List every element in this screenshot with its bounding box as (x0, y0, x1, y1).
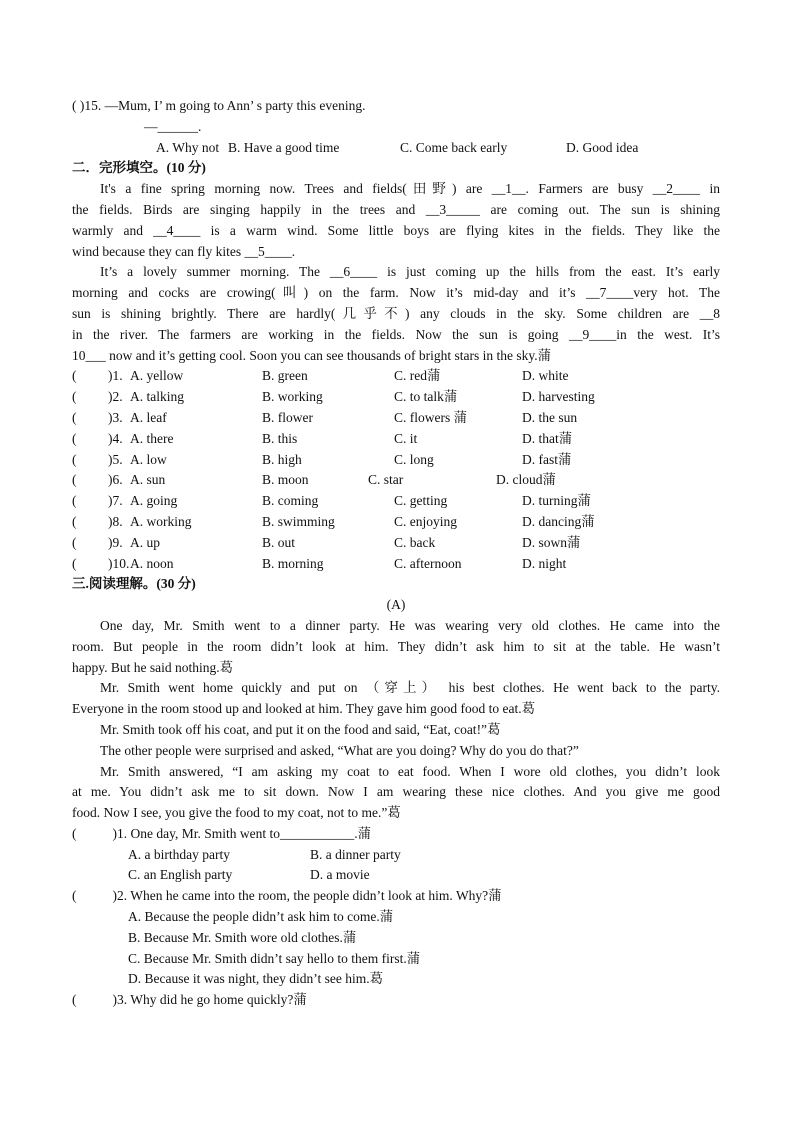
q15-option-a: A. Why not (156, 139, 220, 155)
answer-bracket: ( (72, 534, 77, 550)
passage-line: Everyone in the room stood up and looked at him. They gave him good food to eat.葛 (72, 701, 536, 717)
cloze-question-row (72, 408, 720, 429)
reading-q2-option-b: B. Because Mr. Smith wore old clothes.蒲 (128, 929, 357, 945)
cloze-option-d: D. cloud蒲 (496, 472, 556, 488)
cloze-option-d: D. the sun (522, 409, 578, 425)
cloze-option-c: C. it (394, 430, 418, 446)
answer-bracket: ( (72, 451, 77, 467)
question-number: )4. (108, 430, 123, 446)
reading-q3: ( )3. Why did he go home quickly?蒲 (72, 992, 307, 1008)
cloze-option-d: D. that蒲 (522, 430, 573, 446)
cloze-option-d: D. night (522, 555, 567, 571)
q15-stem: ( )15. —Mum, I’ m going to Ann’ s party this evening. (72, 98, 366, 113)
cloze-question-row (72, 450, 720, 471)
q15-option-c: C. Come back early (400, 139, 508, 155)
question-number: )9. (108, 534, 123, 550)
cloze-question-row (72, 387, 720, 408)
passage-line: in the river. The farmers are working in the fields. Now the sun is going __9____in the west. It’s (72, 326, 720, 342)
question-number: )10. (108, 555, 130, 571)
cloze-question-row (72, 512, 720, 533)
cloze-option-d: D. fast蒲 (522, 451, 572, 467)
answer-bracket: ( (72, 555, 77, 571)
q15-options (72, 138, 720, 159)
passage-line: Mr. Smith went home quickly and put on （穿上） his best clothes. He went back to the party. (100, 680, 720, 696)
cloze-option-a: A. up (130, 534, 160, 550)
cloze-option-a: A. yellow (130, 368, 184, 384)
cloze-option-a: A. working (130, 513, 192, 529)
cloze-option-b: B. coming (262, 493, 319, 509)
question-number: )3. (108, 409, 123, 425)
cloze-option-b: B. out (262, 534, 296, 550)
cloze-passage (72, 179, 720, 366)
reading-part-label: (A) (386, 597, 406, 613)
cloze-option-c: C. afternoon (394, 555, 462, 571)
reading-q1-option-c: C. an English party (128, 867, 233, 883)
q15-option-b: B. Have a good time (228, 139, 340, 155)
passage-line: happy. But he said nothing.葛 (72, 659, 234, 675)
passage-line: sun is shining brightly. There are hardly(几乎不) any clouds in the sky. Some children are __8 (72, 305, 720, 321)
q15-option-d: D. Good idea (566, 139, 639, 155)
q15-reply: —______. (144, 118, 202, 134)
question-number: )7. (108, 493, 123, 509)
passage-line: The other people were surprised and asked, “What are you doing? Why do you do that?” (100, 742, 579, 758)
cloze-option-c: C. long (394, 451, 434, 467)
cloze-questions (72, 366, 720, 574)
passage-line: warmly and __4____ is a warm wind. Some little boys are flying kites in the fields. They like the (72, 222, 720, 238)
cloze-option-a: A. talking (130, 389, 184, 405)
question-number: )2. (108, 389, 123, 405)
cloze-option-b: B. moon (262, 472, 309, 488)
answer-bracket: ( (72, 389, 77, 405)
cloze-option-d: D. sown蒲 (522, 534, 581, 550)
cloze-option-c: C. back (394, 534, 436, 550)
cloze-heading: 二．完形填空。(10 分) (72, 160, 206, 176)
cloze-option-c: C. to talk蒲 (394, 389, 458, 405)
answer-bracket: ( (72, 409, 77, 425)
cloze-option-b: B. high (262, 451, 302, 467)
reading-q2-option-c: C. Because Mr. Smith didn’t say hello to them first.蒲 (128, 950, 421, 966)
question-number: )1. (108, 368, 123, 384)
reading-q2: ( )2. When he came into the room, the people didn’t look at him. Why?蒲 (72, 888, 502, 904)
answer-bracket: ( (72, 430, 77, 446)
reading-q1-options-row1 (72, 845, 720, 866)
cloze-option-c: C. getting (394, 493, 448, 509)
cloze-option-c: C. flowers 蒲 (394, 409, 468, 425)
passage-line: wind because they can fly kites __5____. (72, 243, 296, 259)
passage-line: food. Now I see, you give the food to my coat, not to me.”葛 (72, 805, 401, 821)
cloze-question-row (72, 533, 720, 554)
passage-line: One day, Mr. Smith went to a dinner party. He was wearing very old clothes. He came into the (100, 617, 720, 633)
cloze-option-a: A. sun (130, 472, 166, 488)
passage-line: room. But people in the room didn’t look at him. They didn’t ask him to sit at the table. He wasn’t (72, 638, 720, 654)
answer-bracket: ( (72, 493, 77, 509)
passage-line: morning and cocks are crowing(叫) on the farm. Now it’s mid-day and it’s __7____very hot. The (72, 285, 720, 301)
cloze-option-b: B. green (262, 368, 308, 384)
cloze-option-d: D. harvesting (522, 389, 595, 405)
passage-line: at me. You didn’t ask me to sit down. Now I am wearing these nice clothes. And you give me good (72, 784, 720, 800)
reading-q1-option-b: B. a dinner party (310, 846, 401, 862)
reading-q1-options-row2 (72, 865, 720, 886)
question-number: )6. (108, 472, 123, 488)
answer-bracket: ( (72, 513, 77, 529)
cloze-option-b: B. swimming (262, 513, 335, 529)
cloze-option-d: D. dancing蒲 (522, 513, 595, 529)
passage-line: the fields. Birds are singing happily in the trees and __3_____ are coming out. The sun is shining (72, 201, 720, 217)
passage-line: 10___ now and it’s getting cool. Soon you can see thousands of bright stars in the sky.蒲 (72, 347, 552, 363)
reading-q2-option-d: D. Because it was night, they didn’t see him.葛 (128, 971, 384, 987)
answer-bracket: ( (72, 368, 77, 384)
reading-q1-option-a: A. a birthday party (128, 846, 230, 862)
cloze-question-row (72, 429, 720, 450)
cloze-option-b: B. flower (262, 409, 313, 425)
reading-q1-option-d: D. a movie (310, 867, 370, 883)
cloze-option-c: C. enjoying (394, 513, 457, 529)
cloze-option-b: B. working (262, 389, 323, 405)
cloze-option-a: A. noon (130, 555, 174, 571)
cloze-option-b: B. morning (262, 555, 324, 571)
cloze-option-a: A. there (130, 430, 174, 446)
cloze-option-b: B. this (262, 430, 298, 446)
reading-q1: ( )1. One day, Mr. Smith went to___________.蒲 (72, 825, 372, 841)
reading-heading: 三.阅读理解。(30 分) (72, 576, 196, 592)
exam-page (72, 96, 720, 1011)
cloze-option-c: C. red蒲 (394, 368, 441, 384)
cloze-question-row (72, 366, 720, 387)
cloze-option-d: D. turning蒲 (522, 493, 591, 509)
question-number: )5. (108, 451, 123, 467)
passage-line: Mr. Smith took off his coat, and put it on the food and said, “Eat, coat!”葛 (100, 721, 501, 737)
cloze-question-row (72, 554, 720, 575)
reading-passage (72, 616, 720, 824)
cloze-option-a: A. leaf (130, 409, 167, 425)
cloze-option-a: A. going (130, 493, 178, 509)
question-number: )8. (108, 513, 123, 529)
passage-line: It's a fine spring morning now. Trees and fields(田野) are __1__. Farmers are busy __2____ in (100, 181, 720, 197)
cloze-question-row (72, 491, 720, 512)
cloze-option-c: C. star (368, 472, 404, 488)
reading-q2-option-a: A. Because the people didn’t ask him to come.蒲 (128, 909, 394, 925)
passage-line: It’s a lovely summer morning. The __6____ is just coming up the hills from the east. It’s early (100, 264, 720, 280)
cloze-option-d: D. white (522, 368, 569, 384)
answer-bracket: ( (72, 472, 77, 488)
cloze-option-a: A. low (130, 451, 167, 467)
passage-line: Mr. Smith answered, “I am asking my coat to eat food. When I wore old clothes, you didn’t look (100, 763, 720, 779)
cloze-question-row (72, 470, 720, 491)
